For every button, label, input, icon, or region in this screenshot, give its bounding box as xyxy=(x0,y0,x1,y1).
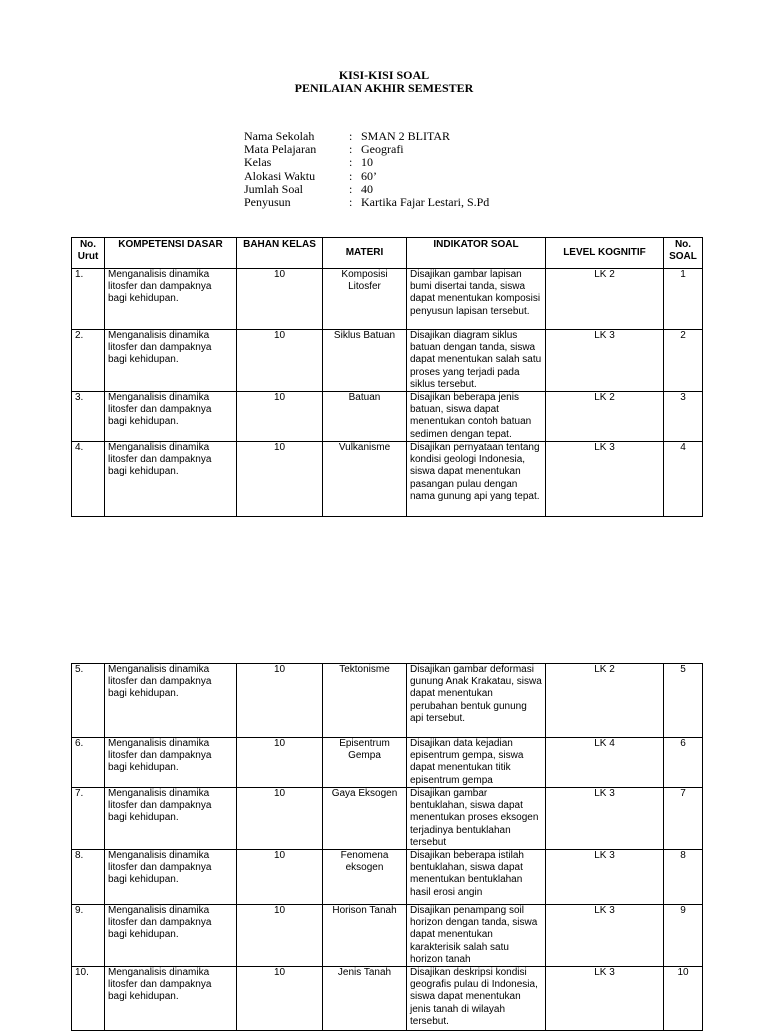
row-kompetensi: Menganalisis dinamika litosfer dan dampaknya bagi kehidupan. xyxy=(105,788,237,850)
table-row xyxy=(72,392,703,442)
row-level: LK 3 xyxy=(546,905,664,967)
row-kompetensi: Menganalisis dinamika litosfer dan dampaknya bagi kehidupan. xyxy=(105,905,237,967)
row-soal: 2 xyxy=(664,330,703,392)
row-indikator: Disajikan penampang soil horizon dengan tanda, siswa dapat menentukan karakterisik salah satu horizon tanah xyxy=(407,905,546,967)
info-value: 60’ xyxy=(361,168,377,183)
row-kompetensi: Menganalisis dinamika litosfer dan dampaknya bagi kehidupan. xyxy=(105,850,237,905)
info-label: Alokasi Waktu xyxy=(244,168,316,183)
row-soal: 8 xyxy=(664,850,703,905)
row-kelas: 10 xyxy=(237,269,323,330)
row-kompetensi: Menganalisis dinamika litosfer dan dampaknya bagi kehidupan. xyxy=(105,738,237,788)
row-level: LK 3 xyxy=(546,788,664,850)
table-row xyxy=(72,269,703,330)
row-number: 2. xyxy=(72,330,105,392)
info-separator: : xyxy=(349,168,353,183)
row-kelas: 10 xyxy=(237,905,323,967)
header-no-urut: No. Urut xyxy=(72,238,105,269)
row-materi: Episentrum Gempa xyxy=(323,738,407,788)
document-title: KISI-KISI SOAL xyxy=(338,68,430,82)
info-label: Penyusun xyxy=(244,194,291,209)
header-indikator-soal: INDIKATOR SOAL xyxy=(407,238,546,269)
row-soal: 6 xyxy=(664,738,703,788)
row-level: LK 3 xyxy=(546,850,664,905)
row-level: LK 2 xyxy=(546,269,664,330)
table-row xyxy=(72,330,703,392)
row-level: LK 3 xyxy=(546,442,664,517)
row-number: 8. xyxy=(72,850,105,905)
row-kelas: 10 xyxy=(237,330,323,392)
row-kompetensi: Menganalisis dinamika litosfer dan dampaknya bagi kehidupan. xyxy=(105,442,237,517)
info-separator: : xyxy=(349,181,353,196)
info-value: 10 xyxy=(361,155,373,170)
row-soal: 3 xyxy=(664,392,703,442)
info-separator: : xyxy=(349,155,353,170)
row-level: LK 3 xyxy=(546,967,664,1031)
row-number: 6. xyxy=(72,738,105,788)
row-kompetensi: Menganalisis dinamika litosfer dan dampaknya bagi kehidupan. xyxy=(105,392,237,442)
header-kompetensi-dasar: KOMPETENSI DASAR xyxy=(105,238,237,269)
row-number: 7. xyxy=(72,788,105,850)
row-kelas: 10 xyxy=(237,850,323,905)
row-materi: Komposisi Litosfer xyxy=(323,269,407,330)
table-row xyxy=(72,738,703,788)
row-indikator: Disajikan pernyataan tentang kondisi geologi Indonesia, siswa dapat menentukan pasangan pulau dengan nama gunung api yang tepat. xyxy=(407,442,546,517)
row-kompetensi: Menganalisis dinamika litosfer dan dampaknya bagi kehidupan. xyxy=(105,330,237,392)
row-kelas: 10 xyxy=(237,738,323,788)
info-label: Mata Pelajaran xyxy=(244,142,317,157)
kisi-table-page-1 xyxy=(71,237,703,517)
row-soal: 9 xyxy=(664,905,703,967)
table-row xyxy=(72,850,703,905)
info-label: Jumlah Soal xyxy=(244,181,303,196)
row-materi: Fenomena eksogen xyxy=(323,850,407,905)
row-number: 1. xyxy=(72,269,105,330)
header-materi: MATERI xyxy=(323,238,407,269)
row-soal: 10 xyxy=(664,967,703,1031)
row-number: 3. xyxy=(72,392,105,442)
row-materi: Horison Tanah xyxy=(323,905,407,967)
row-kelas: 10 xyxy=(237,392,323,442)
row-number: 10. xyxy=(72,967,105,1031)
table-row xyxy=(72,905,703,967)
info-label: Nama Sekolah xyxy=(244,129,315,143)
row-kompetensi: Menganalisis dinamika litosfer dan dampaknya bagi kehidupan. xyxy=(105,664,237,738)
row-kelas: 10 xyxy=(237,788,323,850)
row-kompetensi: Menganalisis dinamika litosfer dan dampaknya bagi kehidupan. xyxy=(105,269,237,330)
row-level: LK 2 xyxy=(546,392,664,442)
header-bahan-kelas: BAHAN KELAS xyxy=(237,238,323,269)
info-value: Geografi xyxy=(361,142,404,157)
row-level: LK 2 xyxy=(546,664,664,738)
info-value: SMAN 2 BLITAR xyxy=(361,129,451,143)
header-level-kognitif: LEVEL KOGNITIF xyxy=(546,238,664,269)
row-materi: Tektonisme xyxy=(323,664,407,738)
table-row xyxy=(72,664,703,738)
row-number: 4. xyxy=(72,442,105,517)
row-indikator: Disajikan data kejadian episentrum gempa, siswa dapat menentukan titik episentrum gempa xyxy=(407,738,546,788)
info-separator: : xyxy=(349,194,353,209)
row-soal: 5 xyxy=(664,664,703,738)
row-level: LK 3 xyxy=(546,330,664,392)
row-materi: Siklus Batuan xyxy=(323,330,407,392)
row-materi: Batuan xyxy=(323,392,407,442)
row-kelas: 10 xyxy=(237,442,323,517)
row-indikator: Disajikan diagram siklus batuan dengan tanda, siswa dapat menentukan salah satu proses yang terjadi pada siklus tersebut. xyxy=(407,330,546,392)
info-separator: : xyxy=(349,142,353,157)
row-soal: 7 xyxy=(664,788,703,850)
row-indikator: Disajikan gambar bentuklahan, siswa dapat menentukan proses eksogen terjadinya bentuklahan tersebut xyxy=(407,788,546,850)
table-row xyxy=(72,442,703,517)
row-indikator: Disajikan gambar lapisan bumi disertai tanda, siswa dapat menentukan komposisi penyusun lapisan tersebut. xyxy=(407,269,546,330)
row-number: 9. xyxy=(72,905,105,967)
row-number: 5. xyxy=(72,664,105,738)
row-indikator: Disajikan gambar deformasi gunung Anak Krakatau, siswa dapat menentukan perubahan bentuk gunung api tersebut. xyxy=(407,664,546,738)
info-separator: : xyxy=(349,129,353,143)
kisi-table-page-2 xyxy=(71,663,703,1031)
row-materi: Vulkanisme xyxy=(323,442,407,517)
row-indikator: Disajikan beberapa istilah bentuklahan, siswa dapat menentukan bentuklahan hasil erosi angin xyxy=(407,850,546,905)
table-header-row xyxy=(72,238,703,269)
table-row xyxy=(72,967,703,1031)
info-value: 40 xyxy=(361,181,373,196)
info-label: Kelas xyxy=(244,155,272,170)
row-materi: Gaya Eksogen xyxy=(323,788,407,850)
row-kelas: 10 xyxy=(237,664,323,738)
row-indikator: Disajikan beberapa jenis batuan, siswa dapat menentukan contoh batuan sedimen dengan tepat. xyxy=(407,392,546,442)
document-subtitle: PENILAIAN AKHIR SEMESTER xyxy=(294,81,474,95)
row-materi: Jenis Tanah xyxy=(323,967,407,1031)
header-no-soal: No. SOAL xyxy=(664,238,703,269)
row-level: LK 4 xyxy=(546,738,664,788)
row-kompetensi: Menganalisis dinamika litosfer dan dampaknya bagi kehidupan. xyxy=(105,967,237,1031)
row-indikator: Disajikan deskripsi kondisi geografis pulau di Indonesia, siswa dapat menentukan jenis tanah di wilayah tersebut. xyxy=(407,967,546,1031)
info-value: Kartika Fajar Lestari, S.Pd xyxy=(361,194,490,209)
table-row xyxy=(72,788,703,850)
row-kelas: 10 xyxy=(237,967,323,1031)
row-soal: 4 xyxy=(664,442,703,517)
row-soal: 1 xyxy=(664,269,703,330)
